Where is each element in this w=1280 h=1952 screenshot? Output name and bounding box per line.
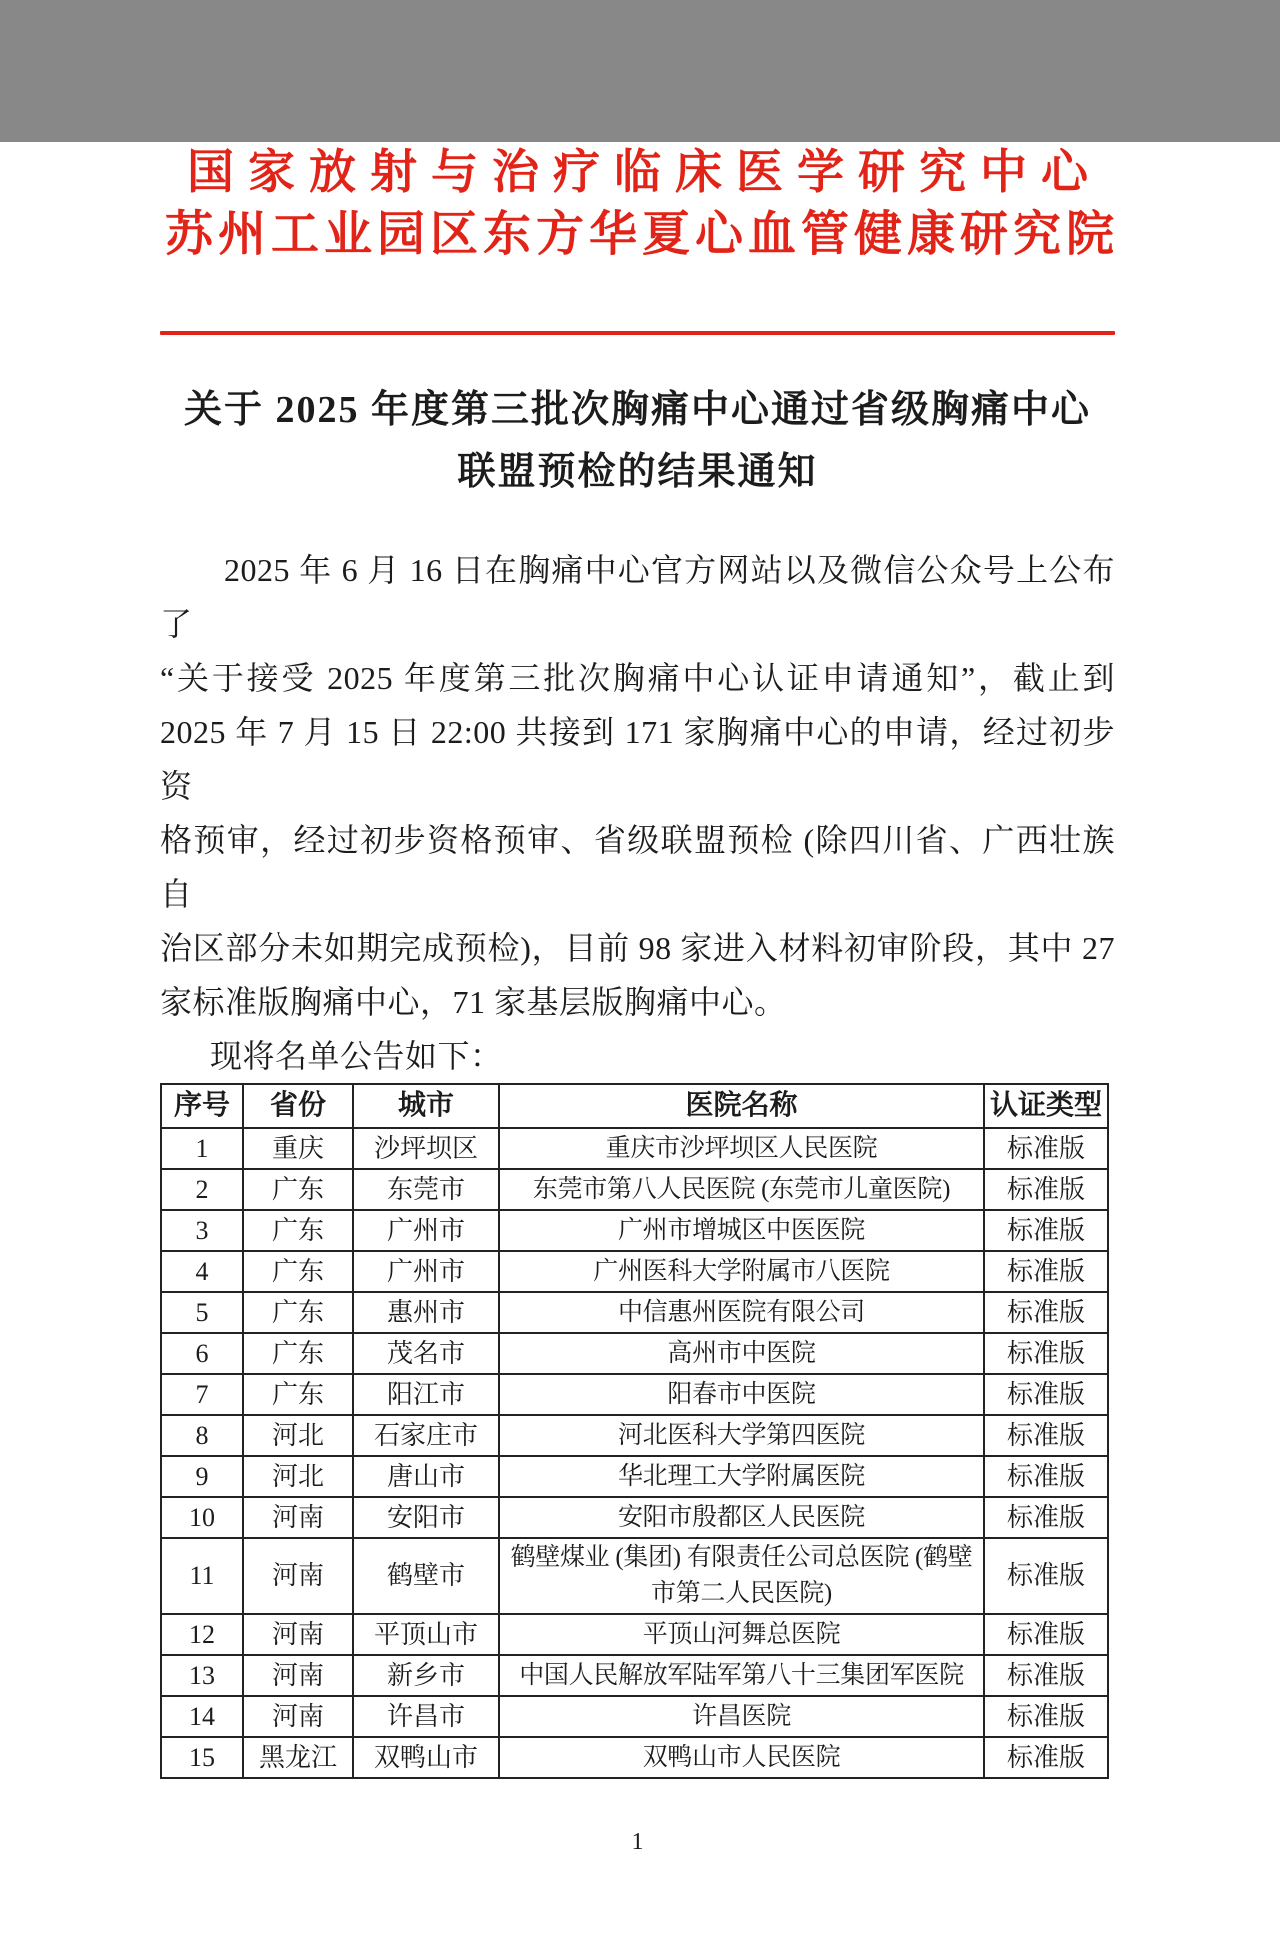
cell-hospital: 平顶山河舞总医院	[499, 1614, 984, 1655]
hospital-table-body	[161, 1128, 1108, 1778]
cell-hospital: 华北理工大学附属医院	[499, 1456, 984, 1497]
cell-city: 惠州市	[353, 1292, 499, 1333]
hospital-table-header	[161, 1084, 1108, 1128]
header-no: 序号	[161, 1084, 243, 1128]
cell-province: 河北	[243, 1456, 353, 1497]
cell-hospital: 重庆市沙坪坝区人民医院	[499, 1128, 984, 1169]
cell-province: 广东	[243, 1333, 353, 1374]
cell-hospital: 高州市中医院	[499, 1333, 984, 1374]
cell-province: 河北	[243, 1415, 353, 1456]
table-header-row	[161, 1084, 1108, 1128]
cell-city: 沙坪坝区	[353, 1128, 499, 1169]
cell-hospital: 阳春市中医院	[499, 1374, 984, 1415]
cell-no: 8	[161, 1415, 243, 1456]
document-title-line1: 关于 2025 年度第三批次胸痛中心通过省级胸痛中心	[183, 389, 1091, 431]
header-hospital: 医院名称	[499, 1084, 984, 1128]
cell-type: 标准版	[984, 1538, 1108, 1614]
cell-type: 标准版	[984, 1456, 1108, 1497]
header-city: 城市	[353, 1084, 499, 1128]
cell-no: 10	[161, 1497, 243, 1538]
table-row	[161, 1655, 1108, 1696]
body-line: “关于接受 2025 年度第三批次胸痛中心认证申请通知”，截止到	[160, 660, 1115, 696]
cell-type: 标准版	[984, 1251, 1108, 1292]
body-line: 2025 年 6 月 16 日在胸痛中心官方网站以及微信公众号上公布了	[160, 552, 1115, 642]
cell-type: 标准版	[984, 1210, 1108, 1251]
cell-no: 4	[161, 1251, 243, 1292]
cell-type: 标准版	[984, 1696, 1108, 1737]
cell-province: 广东	[243, 1210, 353, 1251]
cell-city: 广州市	[353, 1251, 499, 1292]
cell-no: 2	[161, 1169, 243, 1210]
table-row	[161, 1333, 1108, 1374]
letterhead-rule	[160, 331, 1115, 335]
cell-city: 阳江市	[353, 1374, 499, 1415]
cell-no: 1	[161, 1128, 243, 1169]
table-row	[161, 1292, 1108, 1333]
cell-no: 15	[161, 1737, 243, 1778]
cell-type: 标准版	[984, 1737, 1108, 1778]
cell-province: 广东	[243, 1251, 353, 1292]
list-intro: 现将名单公告如下：	[210, 1038, 503, 1074]
document-page	[0, 142, 1280, 1952]
cell-hospital: 安阳市殷都区人民医院	[499, 1497, 984, 1538]
cell-city: 平顶山市	[353, 1614, 499, 1655]
table-row	[161, 1737, 1108, 1778]
cell-no: 11	[161, 1538, 243, 1614]
body-line: 治区部分未如期完成预检)，目前 98 家进入材料初审阶段，其中 27	[160, 930, 1115, 966]
cell-province: 重庆	[243, 1128, 353, 1169]
cell-no: 12	[161, 1614, 243, 1655]
cell-type: 标准版	[984, 1374, 1108, 1415]
cell-province: 河南	[243, 1497, 353, 1538]
cell-city: 安阳市	[353, 1497, 499, 1538]
table-row	[161, 1210, 1108, 1251]
body-paragraph	[160, 543, 1115, 1083]
cell-type: 标准版	[984, 1128, 1108, 1169]
hospital-table	[160, 1083, 1109, 1779]
table-row	[161, 1374, 1108, 1415]
cell-hospital: 双鸭山市人民医院	[499, 1737, 984, 1778]
body-line: 2025 年 7 月 15 日 22:00 共接到 171 家胸痛中心的申请，经过初步资	[160, 714, 1115, 804]
document-title-line2: 联盟预检的结果通知	[457, 451, 818, 493]
cell-no: 7	[161, 1374, 243, 1415]
cell-type: 标准版	[984, 1292, 1108, 1333]
page-number: 1	[631, 1829, 644, 1855]
cell-no: 9	[161, 1456, 243, 1497]
table-row	[161, 1456, 1108, 1497]
cell-type: 标准版	[984, 1333, 1108, 1374]
cell-province: 黑龙江	[243, 1737, 353, 1778]
cell-hospital: 中信惠州医院有限公司	[499, 1292, 984, 1333]
document-title	[160, 379, 1115, 503]
table-row	[161, 1251, 1108, 1292]
cell-hospital: 中国人民解放军陆军第八十三集团军医院	[499, 1655, 984, 1696]
body-line: 家标准版胸痛中心，71 家基层版胸痛中心。	[160, 984, 787, 1020]
cell-no: 6	[161, 1333, 243, 1374]
page-footer	[160, 1827, 1115, 1857]
header-cert-type: 认证类型	[984, 1084, 1108, 1128]
header-province: 省份	[243, 1084, 353, 1128]
cell-city: 新乡市	[353, 1655, 499, 1696]
cell-province: 广东	[243, 1169, 353, 1210]
cell-province: 广东	[243, 1292, 353, 1333]
table-row	[161, 1415, 1108, 1456]
cell-no: 5	[161, 1292, 243, 1333]
cell-city: 东莞市	[353, 1169, 499, 1210]
cell-city: 唐山市	[353, 1456, 499, 1497]
cell-type: 标准版	[984, 1497, 1108, 1538]
table-row	[161, 1614, 1108, 1655]
cell-province: 广东	[243, 1374, 353, 1415]
cell-hospital: 广州医科大学附属市八医院	[499, 1251, 984, 1292]
cell-city: 许昌市	[353, 1696, 499, 1737]
table-row	[161, 1696, 1108, 1737]
cell-no: 14	[161, 1696, 243, 1737]
table-row	[161, 1128, 1108, 1169]
cell-province: 河南	[243, 1538, 353, 1614]
table-row	[161, 1169, 1108, 1210]
cell-city: 鹤壁市	[353, 1538, 499, 1614]
cell-type: 标准版	[984, 1614, 1108, 1655]
cell-no: 3	[161, 1210, 243, 1251]
cell-city: 茂名市	[353, 1333, 499, 1374]
cell-hospital: 河北医科大学第四医院	[499, 1415, 984, 1456]
table-row	[161, 1538, 1108, 1614]
cell-province: 河南	[243, 1655, 353, 1696]
letterhead	[160, 142, 1120, 335]
cell-city: 广州市	[353, 1210, 499, 1251]
letterhead-line2: 苏州工业园区东方华夏心血管健康研究院	[165, 208, 1120, 261]
cell-hospital: 广州市增城区中医医院	[499, 1210, 984, 1251]
cell-hospital: 鹤壁煤业 (集团) 有限责任公司总医院 (鹤壁市第二人民医院)	[499, 1538, 984, 1614]
cell-type: 标准版	[984, 1169, 1108, 1210]
cell-province: 河南	[243, 1614, 353, 1655]
table-row	[161, 1497, 1108, 1538]
cell-no: 13	[161, 1655, 243, 1696]
cell-type: 标准版	[984, 1655, 1108, 1696]
cell-type: 标准版	[984, 1415, 1108, 1456]
cell-hospital: 许昌医院	[499, 1696, 984, 1737]
cell-province: 河南	[243, 1696, 353, 1737]
cell-hospital: 东莞市第八人民医院 (东莞市儿童医院)	[499, 1169, 984, 1210]
body-line: 格预审，经过初步资格预审、省级联盟预检 (除四川省、广西壮族自	[160, 822, 1115, 912]
letterhead-line1: 国家放射与治疗临床医学研究中心	[187, 147, 1102, 199]
cell-city: 双鸭山市	[353, 1737, 499, 1778]
cell-city: 石家庄市	[353, 1415, 499, 1456]
